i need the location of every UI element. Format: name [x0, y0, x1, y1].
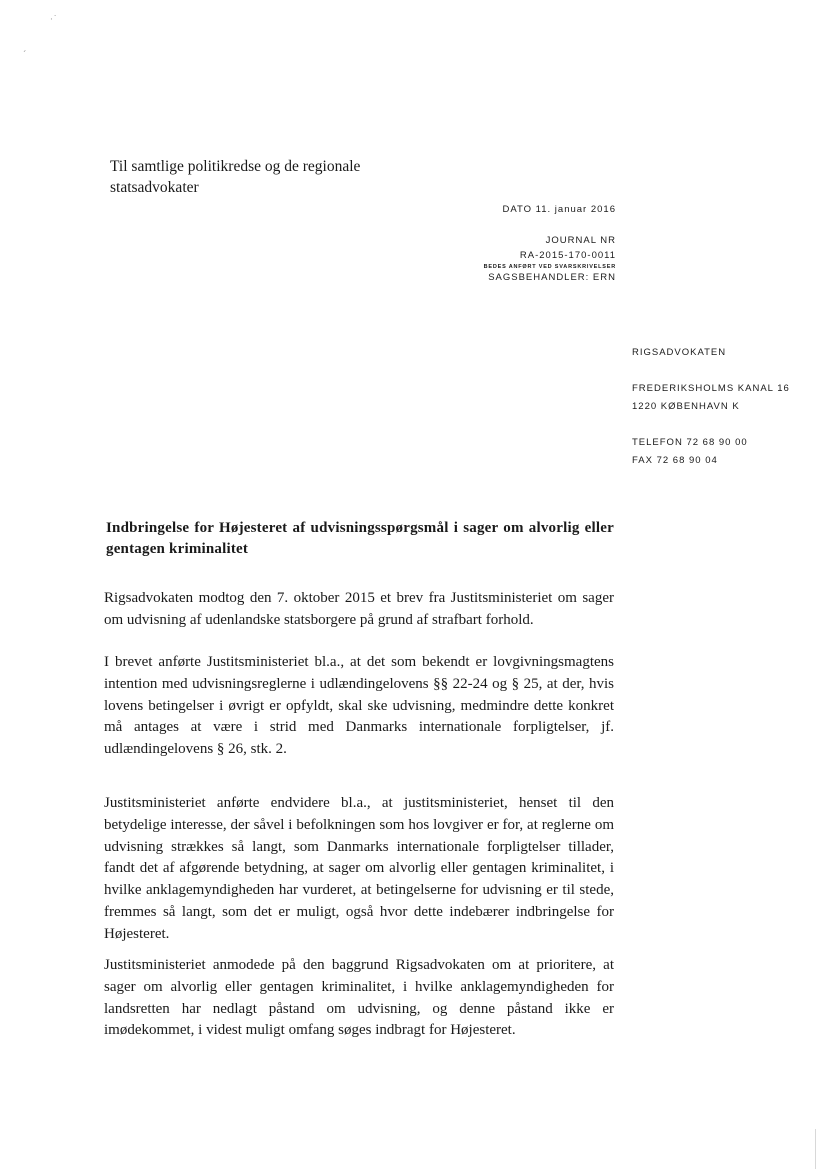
sender-block [632, 344, 790, 470]
letter-date: DATO 11. januar 2016 [502, 204, 616, 215]
journal-number: RA-2015-170-0011 [519, 250, 616, 261]
body-paragraph: I brevet anførte Justitsministeriet bl.a., at det som bekendt er lovgivningsmagtens intention med udvisningsreglerne i udlændingelovens §§ 22-24 og § 25, at der, hvis lovens betingelser i øvrigt er opfyldt, skal ske udvisning, medmindre dette konkret må antages at være i strid med Danmarks internationale forpligtelser, jf. udlændingelovens § 26, stk. 2. [104, 654, 614, 758]
recipient-line: statsadvokater [110, 179, 199, 196]
body-paragraph: Justitsministeriet anførte endvidere bl.a., at justitsministeriet, henset til den betydelige interesse, der såvel i befolkningen som hos lovgiver er for, at reglerne om udvisning strækkes så langt, som Danmarks internationale forpligtelser tillader, fandt det af afgørende betydning, at sager om alvorlig eller gentagen kriminalitet, i hvilke anklagemyndigheden har vurderet, at betingelserne for udvisning er til stede, fremmes så langt, som det er muligt, også hvor dette indebærer indbringelse for Højesteret. [104, 795, 614, 942]
sender-address-line: 1220 KØBENHAVN K [632, 401, 740, 412]
recipient-block [110, 156, 360, 198]
sender-name: RIGSADVOKATEN [632, 347, 727, 358]
case-handler: SAGSBEHANDLER: ERN [488, 272, 616, 283]
scan-edge-line [815, 1129, 816, 1169]
journal-label: JOURNAL NR [545, 235, 616, 246]
reference-note: BEDES ANFØRT VED SVARSKRIVELSER [483, 264, 616, 270]
scan-speck-mark: ·˙ [50, 15, 58, 25]
letter-subject: Indbringelse for Højesteret af udvisningsspørgsmål i sager om alvorlig eller gentagen kriminalitet [106, 520, 614, 557]
recipient-line: Til samtlige politikredse og de regionale [110, 158, 361, 175]
body-paragraph: Rigsadvokaten modtog den 7. oktober 2015 et brev fra Justitsministeriet om sager om udvisning af udenlandske statsborgere på grund af strafbart forhold. [104, 590, 614, 628]
sender-address-line: FREDERIKSHOLMS KANAL 16 [632, 383, 790, 394]
reference-block [484, 204, 616, 283]
sender-fax: FAX 72 68 90 04 [632, 455, 718, 466]
scan-speck-mark: ˏ [22, 43, 27, 53]
sender-phone: TELEFON 72 68 90 00 [632, 437, 748, 448]
body-paragraph: Justitsministeriet anmodede på den baggrund Rigsadvokaten om at prioritere, at sager om alvorlig eller gentagen kriminalitet, i hvilke anklagemyndigheden for landsretten har nedlagt påstand om udvisning, og denne påstand ikke er imødekommet, i videst muligt omfang søges indbragt for Højesteret. [104, 957, 614, 1039]
